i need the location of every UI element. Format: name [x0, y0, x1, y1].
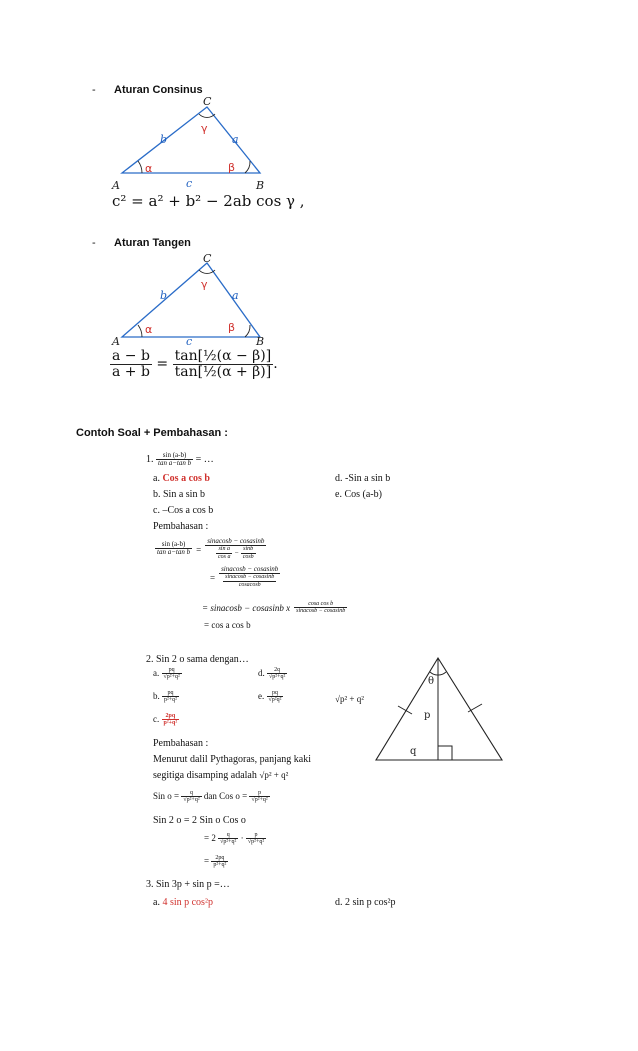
- frac-num: pq: [162, 690, 179, 697]
- q2-question: Sin 2 ο sama dengan…: [156, 654, 249, 665]
- tangent-rule-triangle: [100, 249, 280, 349]
- frac-den: tan a−tan b: [157, 548, 191, 557]
- q3-option-a: [153, 897, 213, 908]
- angle-gamma: γ: [201, 122, 208, 135]
- option-text: 2 sin p cos²p: [345, 897, 396, 908]
- cosine-rule-formula: c² = a² + b² − 2ab cos γ ,: [112, 192, 305, 210]
- frac-num: sinacosb − cosasinb: [225, 574, 275, 581]
- side-p-label: p: [424, 710, 431, 721]
- q2-explanation-line2: [153, 770, 288, 781]
- sin-label: Sin ο =: [153, 790, 180, 801]
- option-label: d.: [335, 897, 343, 908]
- q2-option-a: [153, 667, 182, 681]
- frac-den: p²+q²: [164, 697, 177, 704]
- q1-option-a: [153, 473, 210, 484]
- frac-num: cosa cos b: [294, 601, 347, 608]
- frac-den: cosacosb: [238, 581, 261, 588]
- side-q-label: q: [410, 746, 417, 757]
- option-text: Cos (a-b): [344, 489, 382, 500]
- frac-den: √p²q²: [268, 697, 282, 704]
- frac-den: √p²+q²: [269, 674, 286, 681]
- frac-num: q: [181, 790, 201, 797]
- equals: =: [196, 544, 202, 555]
- vertex-c: C: [203, 252, 212, 265]
- frac-den: p²+q²: [213, 862, 227, 869]
- option-label: c.: [153, 713, 160, 724]
- side-b: b: [160, 133, 168, 146]
- frac-num: pq: [267, 690, 284, 697]
- option-text: –Cos a cos b: [162, 505, 214, 516]
- q1-header: [146, 452, 214, 468]
- q3-number: 3.: [146, 879, 154, 890]
- q2-pembahasan: Pembahasan :: [153, 738, 209, 749]
- option-text: -Sin a sin b: [345, 473, 391, 484]
- option-label: d.: [258, 667, 265, 678]
- frac-num: p: [249, 790, 269, 797]
- side-c: c: [186, 335, 193, 348]
- q2-number: 2.: [146, 654, 154, 665]
- q1-step2: [210, 566, 280, 588]
- q2-header: [146, 654, 249, 665]
- q2-step3: [204, 855, 228, 869]
- frac-den: √p²+q²: [251, 797, 268, 804]
- option-label: d.: [335, 473, 343, 484]
- q3-header: [146, 879, 230, 890]
- q1-step1: [155, 538, 266, 560]
- frac-den: cos a: [217, 553, 231, 560]
- frac-den: cosb: [242, 553, 254, 560]
- q1-option-b: [153, 489, 205, 500]
- q1-option-c: [153, 505, 213, 516]
- lhs-denominator: a + b: [112, 363, 150, 380]
- cosine-rule-label: Aturan Consinus: [114, 84, 203, 96]
- q1-number: 1.: [146, 454, 154, 466]
- q2-isosceles-triangle: [372, 654, 508, 766]
- line-text: segitiga disamping adalah: [153, 770, 257, 781]
- step-prefix: = 2: [204, 832, 216, 843]
- angle-alpha: α: [145, 323, 153, 336]
- q1-step4: = cos a cos b: [204, 620, 251, 630]
- frac-num: sin (a-b): [155, 541, 192, 549]
- side-b: b: [160, 289, 168, 302]
- option-label: a.: [153, 897, 160, 908]
- q1-fraction-num: sin (a-b): [156, 452, 193, 460]
- angle-alpha: α: [145, 162, 153, 175]
- frac-num: p: [246, 832, 266, 839]
- option-label: a.: [153, 473, 160, 484]
- theta-label: θ: [428, 676, 435, 687]
- dot: ·: [240, 832, 244, 843]
- q1-pembahasan: Pembahasan :: [153, 521, 209, 532]
- q1-tail: = …: [195, 454, 214, 466]
- equals-sign: =: [156, 356, 169, 373]
- frac-den: √p²+q²: [247, 839, 265, 846]
- bullet-dash: -: [92, 237, 96, 249]
- frac-num: sinacosb − cosasinb: [207, 537, 265, 545]
- frac-den: √p²+q²: [163, 674, 180, 681]
- angle-beta: β: [228, 161, 236, 174]
- rhs-numerator: tan[½(α − β)]: [174, 348, 272, 364]
- frac-num: sin a: [216, 546, 233, 553]
- vertex-b: B: [256, 335, 265, 348]
- minus: −: [234, 548, 239, 557]
- option-label: a.: [153, 667, 160, 678]
- q2-root-label: √p² + q²: [335, 694, 364, 704]
- cos-label: dan Cos ο =: [203, 790, 248, 801]
- frac-den: p²+q²: [163, 720, 178, 727]
- angle-beta: β: [228, 321, 236, 334]
- option-label: c.: [153, 505, 160, 516]
- q2-explanation-line1: Menurut dalil Pythagoras, panjang kaki: [153, 754, 312, 765]
- frac-num: 2q: [267, 667, 287, 674]
- tangent-rule-formula: [110, 349, 278, 379]
- frac-num: 2pq: [211, 855, 228, 862]
- cosine-rule-triangle: [100, 95, 280, 195]
- q2-sin-cos-line: [153, 790, 270, 804]
- frac-num: sinacosb − cosasinb: [221, 565, 279, 573]
- root-expr: √p² + q²: [259, 770, 289, 780]
- period: .: [273, 356, 278, 373]
- option-text: Sin a sin b: [163, 489, 205, 500]
- q1-fraction-den: tan a−tan b: [158, 459, 192, 468]
- option-text: 4 sin p cos²p: [162, 897, 213, 908]
- q2-option-c: [153, 713, 179, 727]
- vertex-c: C: [203, 95, 212, 108]
- option-label: e.: [335, 489, 342, 500]
- vertex-b: B: [256, 179, 265, 192]
- frac-num: 2pq: [162, 713, 180, 720]
- rhs-denominator: tan[½(α + β)]: [174, 363, 272, 380]
- q1-step3: [202, 598, 347, 616]
- bullet-dash: -: [92, 84, 96, 96]
- angle-gamma: γ: [201, 278, 208, 291]
- q2-option-d: [258, 667, 287, 681]
- q2-option-e: [258, 690, 283, 704]
- side-a: a: [232, 133, 239, 146]
- frac-num: sinb: [241, 546, 256, 553]
- side-c: c: [186, 177, 193, 190]
- vertex-a: A: [112, 335, 120, 348]
- option-text: Cos a cos b: [162, 473, 210, 484]
- lhs-numerator: a − b: [112, 348, 150, 364]
- q3-option-d: [335, 897, 396, 908]
- q2-step1: Sin 2 ο = 2 Sin ο Cos ο: [153, 815, 246, 826]
- q1-option-d: [335, 473, 390, 484]
- examples-title: Contoh Soal + Pembahasan :: [76, 427, 228, 439]
- frac-den: √p²+q²: [220, 839, 237, 846]
- vertex-a: A: [112, 179, 120, 192]
- frac-num: pq: [162, 667, 182, 674]
- step-prefix: =: [204, 855, 210, 866]
- q2-option-b: [153, 690, 179, 704]
- frac-den: √p²+q²: [183, 797, 200, 804]
- option-label: b.: [153, 489, 161, 500]
- q3-question: Sin 3p + sin p =…: [156, 879, 230, 890]
- option-label: b.: [153, 690, 160, 701]
- q2-step2: [204, 832, 266, 846]
- equals: =: [210, 572, 216, 583]
- step-text: = sinacosb − cosasinb x: [202, 603, 291, 613]
- side-a: a: [232, 289, 239, 302]
- q1-option-e: [335, 489, 382, 500]
- frac-den: sinacosb − cosasinb: [296, 607, 346, 614]
- option-label: e.: [258, 690, 265, 701]
- frac-num: q: [218, 832, 238, 839]
- tangent-rule-label: Aturan Tangen: [114, 237, 191, 249]
